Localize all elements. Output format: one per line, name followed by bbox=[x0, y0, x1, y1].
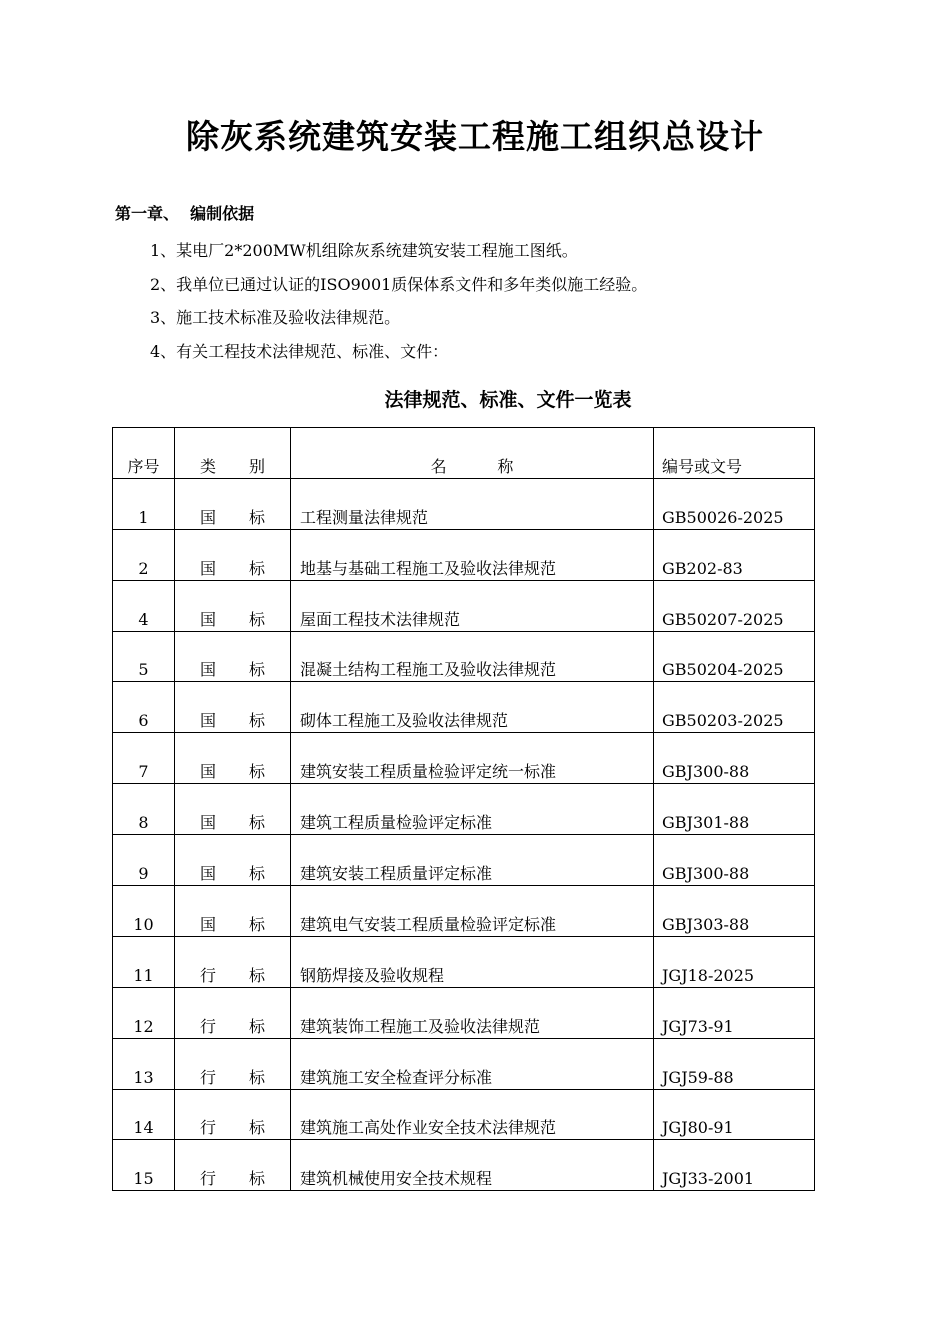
cell-category: 行 标 bbox=[175, 936, 291, 987]
cell-name: 建筑安装工程质量检验评定统一标准 bbox=[291, 733, 654, 784]
cell-category: 行 标 bbox=[175, 1089, 291, 1140]
cell-category: 国 标 bbox=[175, 886, 291, 937]
header-name: 名 称 bbox=[291, 428, 654, 479]
cell-name: 屋面工程技术法律规范 bbox=[291, 580, 654, 631]
table-row bbox=[113, 784, 815, 835]
header-code: 编号或文号 bbox=[654, 428, 815, 479]
document-title: 除灰系统建筑安装工程施工组织总设计 bbox=[186, 117, 764, 156]
cell-no: 7 bbox=[113, 733, 175, 784]
cell-code: JGJ73-91 bbox=[654, 987, 815, 1038]
cell-no: 15 bbox=[113, 1140, 175, 1191]
cell-name: 建筑施工高处作业安全技术法律规范 bbox=[291, 1089, 654, 1140]
cell-code: JGJ80-91 bbox=[654, 1089, 815, 1140]
cell-no: 10 bbox=[113, 886, 175, 937]
table-row bbox=[113, 478, 815, 529]
cell-no: 9 bbox=[113, 835, 175, 886]
cell-name: 工程测量法律规范 bbox=[291, 478, 654, 529]
table-row bbox=[113, 987, 815, 1038]
table-row bbox=[113, 733, 815, 784]
cell-code: GB202-83 bbox=[654, 529, 815, 580]
cell-name: 钢筋焊接及验收规程 bbox=[291, 936, 654, 987]
cell-name: 砌体工程施工及验收法律规范 bbox=[291, 682, 654, 733]
cell-category: 行 标 bbox=[175, 1140, 291, 1191]
cell-no: 8 bbox=[113, 784, 175, 835]
cell-no: 1 bbox=[113, 478, 175, 529]
cell-category: 国 标 bbox=[175, 529, 291, 580]
table-header-row bbox=[113, 428, 815, 479]
cell-no: 6 bbox=[113, 682, 175, 733]
table-row bbox=[113, 1089, 815, 1140]
basis-item: 3、施工技术标准及验收法律规范。 bbox=[150, 308, 401, 327]
cell-code: GB50026-2025 bbox=[654, 478, 815, 529]
basis-list bbox=[150, 234, 647, 368]
cell-name: 建筑工程质量检验评定标准 bbox=[291, 784, 654, 835]
cell-code: GB50203-2025 bbox=[654, 682, 815, 733]
standards-table bbox=[112, 427, 815, 1191]
cell-code: GBJ300-88 bbox=[654, 733, 815, 784]
header-category: 类 别 bbox=[175, 428, 291, 479]
cell-no: 13 bbox=[113, 1038, 175, 1089]
cell-code: JGJ59-88 bbox=[654, 1038, 815, 1089]
table-row bbox=[113, 886, 815, 937]
cell-name: 建筑机械使用安全技术规程 bbox=[291, 1140, 654, 1191]
cell-no: 11 bbox=[113, 936, 175, 987]
table-row bbox=[113, 1038, 815, 1089]
cell-name: 建筑电气安装工程质量检验评定标准 bbox=[291, 886, 654, 937]
basis-item: 4、有关工程技术法律规范、标准、文件： bbox=[150, 341, 449, 361]
cell-code: GBJ303-88 bbox=[654, 886, 815, 937]
table-caption: 法律规范、标准、文件一览表 bbox=[384, 389, 632, 411]
cell-category: 行 标 bbox=[175, 987, 291, 1038]
cell-code: GBJ301-88 bbox=[654, 784, 815, 835]
table-row bbox=[113, 682, 815, 733]
table-row bbox=[113, 1140, 815, 1191]
basis-item: 1、某电厂2*200MW机组除灰系统建筑安装工程施工图纸。 bbox=[150, 241, 578, 260]
cell-no: 14 bbox=[113, 1089, 175, 1140]
cell-category: 国 标 bbox=[175, 682, 291, 733]
cell-code: GB50207-2025 bbox=[654, 580, 815, 631]
cell-name: 建筑施工安全检查评分标准 bbox=[291, 1038, 654, 1089]
cell-name: 建筑装饰工程施工及验收法律规范 bbox=[291, 987, 654, 1038]
cell-category: 国 标 bbox=[175, 835, 291, 886]
header-no: 序号 bbox=[113, 428, 175, 479]
cell-category: 国 标 bbox=[175, 784, 291, 835]
cell-name: 建筑安装工程质量评定标准 bbox=[291, 835, 654, 886]
table-row bbox=[113, 835, 815, 886]
cell-category: 国 标 bbox=[175, 580, 291, 631]
cell-code: GBJ300-88 bbox=[654, 835, 815, 886]
table-row bbox=[113, 631, 815, 682]
table-body bbox=[113, 478, 815, 1190]
basis-item: 2、我单位已通过认证的ISO9001质保体系文件和多年类似施工经验。 bbox=[150, 274, 648, 294]
cell-category: 国 标 bbox=[175, 631, 291, 682]
cell-category: 行 标 bbox=[175, 1038, 291, 1089]
table-row bbox=[113, 580, 815, 631]
chapter-heading: 第一章、 编制依据 bbox=[115, 204, 255, 223]
cell-code: JGJ18-2025 bbox=[654, 936, 815, 987]
cell-code: GB50204-2025 bbox=[654, 631, 815, 682]
cell-category: 国 标 bbox=[175, 478, 291, 529]
cell-name: 地基与基础工程施工及验收法律规范 bbox=[291, 529, 654, 580]
cell-no: 2 bbox=[113, 529, 175, 580]
cell-no: 12 bbox=[113, 987, 175, 1038]
cell-category: 国 标 bbox=[175, 733, 291, 784]
table-row bbox=[113, 936, 815, 987]
cell-name: 混凝土结构工程施工及验收法律规范 bbox=[291, 631, 654, 682]
cell-code: JGJ33-2001 bbox=[654, 1140, 815, 1191]
table-row bbox=[113, 529, 815, 580]
cell-no: 5 bbox=[113, 631, 175, 682]
cell-no: 4 bbox=[113, 580, 175, 631]
